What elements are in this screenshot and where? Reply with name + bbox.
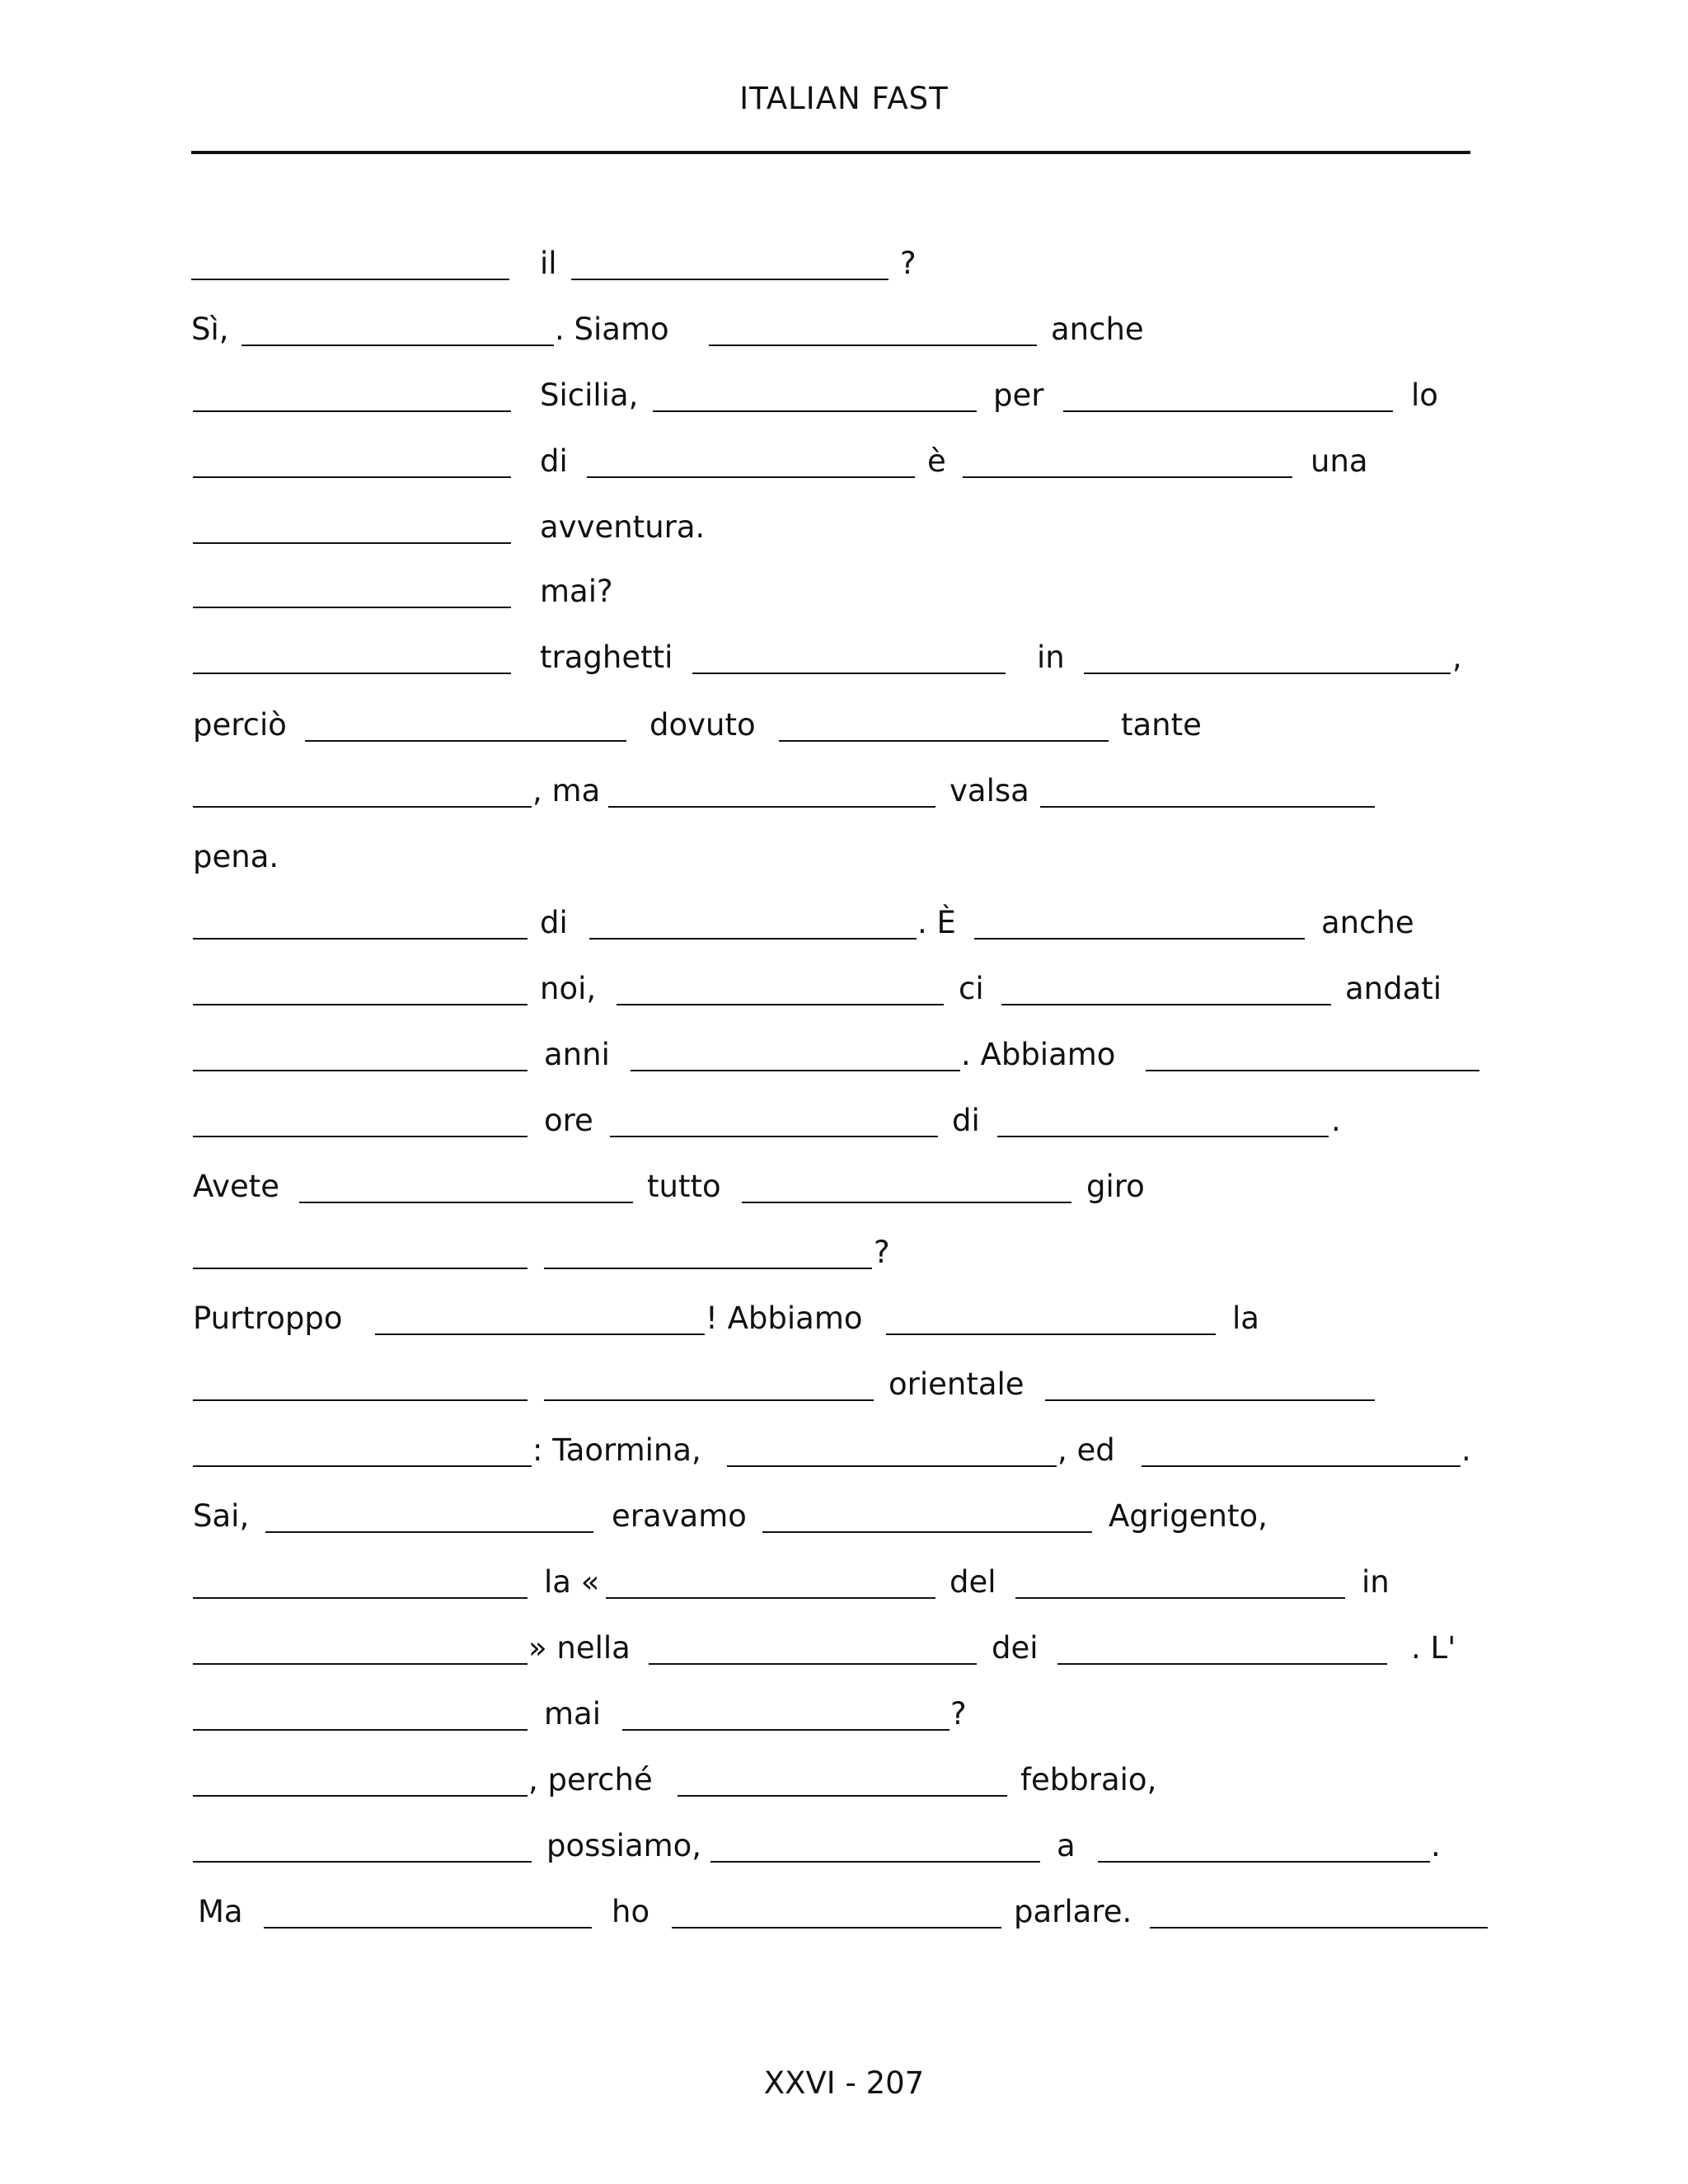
answer-blank[interactable] bbox=[193, 607, 511, 608]
worksheet-line bbox=[0, 1432, 1688, 1472]
answer-blank[interactable] bbox=[571, 279, 889, 280]
answer-blank[interactable] bbox=[1084, 673, 1451, 674]
answer-blank[interactable] bbox=[193, 1070, 528, 1071]
answer-blank[interactable] bbox=[709, 344, 1037, 346]
worksheet-text: andati bbox=[1345, 971, 1442, 1006]
worksheet-text: ? bbox=[874, 1235, 890, 1270]
answer-blank[interactable] bbox=[305, 740, 626, 742]
worksheet-line bbox=[0, 574, 1688, 613]
answer-blank[interactable] bbox=[193, 1465, 532, 1467]
worksheet-line bbox=[0, 1894, 1688, 1933]
worksheet-text: ? bbox=[950, 1696, 967, 1732]
worksheet-text: Sì, bbox=[191, 312, 229, 347]
worksheet-line bbox=[0, 1103, 1688, 1142]
worksheet-text: anni bbox=[544, 1037, 610, 1072]
worksheet-line bbox=[0, 1564, 1688, 1604]
answer-blank[interactable] bbox=[606, 1597, 935, 1599]
worksheet-text: ! Abbiamo bbox=[706, 1301, 863, 1336]
worksheet-line bbox=[0, 1169, 1688, 1208]
answer-blank[interactable] bbox=[974, 938, 1305, 940]
worksheet-text: . È bbox=[917, 905, 956, 940]
answer-blank[interactable] bbox=[710, 1861, 1040, 1863]
answer-blank[interactable] bbox=[193, 542, 511, 544]
worksheet-text: dovuto bbox=[649, 707, 756, 743]
worksheet-line bbox=[0, 640, 1688, 679]
answer-blank[interactable] bbox=[672, 1927, 1001, 1929]
answer-blank[interactable] bbox=[649, 1663, 977, 1665]
worksheet-text: , ed bbox=[1057, 1432, 1115, 1468]
worksheet-text: ho bbox=[612, 1894, 650, 1929]
worksheet-line bbox=[0, 1498, 1688, 1538]
answer-blank[interactable] bbox=[589, 938, 917, 940]
answer-blank[interactable] bbox=[193, 938, 528, 940]
worksheet-line bbox=[0, 246, 1688, 285]
worksheet-text: . Abbiamo bbox=[961, 1037, 1116, 1072]
worksheet-text: eravamo bbox=[612, 1498, 747, 1534]
answer-blank[interactable] bbox=[1063, 410, 1393, 412]
worksheet-text: giro bbox=[1086, 1169, 1145, 1204]
answer-blank[interactable] bbox=[886, 1333, 1216, 1335]
worksheet-text: tutto bbox=[647, 1169, 721, 1204]
answer-blank[interactable] bbox=[375, 1333, 705, 1335]
answer-blank[interactable] bbox=[1057, 1663, 1387, 1665]
worksheet-text: Avete bbox=[193, 1169, 280, 1204]
worksheet-line bbox=[0, 971, 1688, 1010]
answer-blank[interactable] bbox=[193, 1004, 528, 1005]
worksheet-text: valsa bbox=[950, 773, 1029, 808]
worksheet-line bbox=[0, 1630, 1688, 1670]
worksheet-text: anche bbox=[1321, 905, 1414, 940]
worksheet-text: pena. bbox=[193, 839, 279, 874]
worksheet-text: Agrigento, bbox=[1109, 1498, 1268, 1534]
answer-blank[interactable] bbox=[265, 1531, 593, 1533]
worksheet-line bbox=[0, 773, 1688, 813]
worksheet-line bbox=[0, 707, 1688, 747]
worksheet-text: di bbox=[540, 905, 568, 940]
worksheet-text: . Siamo bbox=[555, 312, 669, 347]
worksheet-text: traghetti bbox=[540, 640, 673, 675]
answer-blank[interactable] bbox=[299, 1202, 633, 1203]
worksheet-line bbox=[0, 312, 1688, 351]
worksheet-text: Sicilia, bbox=[540, 377, 639, 413]
worksheet-line bbox=[0, 905, 1688, 944]
answer-blank[interactable] bbox=[1045, 1399, 1375, 1401]
worksheet-line bbox=[0, 1828, 1688, 1868]
worksheet-line bbox=[0, 443, 1688, 483]
answer-blank[interactable] bbox=[1098, 1861, 1430, 1863]
worksheet-text: tante bbox=[1121, 707, 1202, 743]
worksheet-text: è bbox=[927, 443, 946, 479]
answer-blank[interactable] bbox=[631, 1070, 960, 1071]
answer-blank[interactable] bbox=[241, 344, 554, 346]
worksheet-text: a bbox=[1057, 1828, 1076, 1863]
worksheet-text: di bbox=[952, 1103, 980, 1138]
worksheet-text: di bbox=[540, 443, 568, 479]
worksheet-text: : Taormina, bbox=[532, 1432, 701, 1468]
worksheet-text: . bbox=[1431, 1828, 1441, 1863]
answer-blank[interactable] bbox=[617, 1004, 944, 1005]
answer-blank[interactable] bbox=[264, 1927, 592, 1929]
worksheet-text: mai? bbox=[540, 574, 613, 609]
worksheet-text: . bbox=[1461, 1432, 1471, 1468]
answer-blank[interactable] bbox=[1142, 1465, 1461, 1467]
answer-blank[interactable] bbox=[587, 476, 915, 478]
answer-blank[interactable] bbox=[1150, 1927, 1488, 1929]
answer-blank[interactable] bbox=[193, 1597, 528, 1599]
worksheet-text: per bbox=[993, 377, 1044, 413]
answer-blank[interactable] bbox=[653, 410, 977, 412]
worksheet-text: , bbox=[1452, 640, 1462, 675]
worksheet-text: . L' bbox=[1411, 1630, 1456, 1666]
worksheet-text: , ma bbox=[532, 773, 601, 808]
worksheet-line bbox=[0, 509, 1688, 549]
answer-blank[interactable] bbox=[193, 1795, 528, 1797]
worksheet-line bbox=[0, 1301, 1688, 1340]
worksheet-line bbox=[0, 1366, 1688, 1406]
worksheet-text: perciò bbox=[193, 707, 287, 743]
answer-blank[interactable] bbox=[727, 1465, 1057, 1467]
worksheet-text: del bbox=[950, 1564, 996, 1600]
answer-blank[interactable] bbox=[193, 673, 511, 674]
worksheet-text: ci bbox=[959, 971, 984, 1006]
worksheet-text: anche bbox=[1051, 312, 1144, 347]
answer-blank[interactable] bbox=[963, 476, 1292, 478]
answer-blank[interactable] bbox=[193, 476, 511, 478]
worksheet-text: noi, bbox=[540, 971, 597, 1006]
answer-blank[interactable] bbox=[193, 806, 532, 808]
worksheet-text: il bbox=[540, 246, 557, 281]
answer-blank[interactable] bbox=[622, 1729, 950, 1731]
answer-blank[interactable] bbox=[1001, 1004, 1331, 1005]
answer-blank[interactable] bbox=[692, 673, 1006, 674]
answer-blank[interactable] bbox=[193, 1729, 528, 1731]
answer-blank[interactable] bbox=[678, 1795, 1007, 1797]
worksheet-text: la « bbox=[544, 1564, 600, 1600]
worksheet-text: febbraio, bbox=[1020, 1762, 1157, 1797]
answer-blank[interactable] bbox=[610, 1136, 938, 1137]
answer-blank[interactable] bbox=[779, 740, 1109, 742]
answer-blank[interactable] bbox=[608, 806, 935, 808]
answer-blank[interactable] bbox=[742, 1202, 1071, 1203]
worksheet-text: la bbox=[1232, 1301, 1259, 1336]
worksheet-line bbox=[0, 1235, 1688, 1274]
worksheet-text: una bbox=[1311, 443, 1368, 479]
worksheet-text: » nella bbox=[528, 1630, 631, 1666]
answer-blank[interactable] bbox=[762, 1531, 1092, 1533]
answer-blank[interactable] bbox=[193, 1399, 528, 1401]
worksheet-text: mai bbox=[544, 1696, 601, 1732]
page-header-title: ITALIAN FAST bbox=[739, 81, 949, 116]
answer-blank[interactable] bbox=[191, 279, 509, 280]
worksheet-text: lo bbox=[1411, 377, 1438, 413]
answer-blank[interactable] bbox=[193, 410, 511, 412]
worksheet-line bbox=[0, 839, 1688, 879]
worksheet-text: . bbox=[1331, 1103, 1341, 1138]
worksheet-text: Sai, bbox=[193, 1498, 250, 1534]
worksheet-text: Ma bbox=[198, 1894, 243, 1929]
worksheet-text: ore bbox=[544, 1103, 593, 1138]
answer-blank[interactable] bbox=[544, 1399, 874, 1401]
answer-blank[interactable] bbox=[997, 1136, 1329, 1137]
worksheet-text: in bbox=[1362, 1564, 1390, 1600]
page-number: XXVI - 207 bbox=[763, 2065, 925, 2101]
worksheet-line bbox=[0, 1037, 1688, 1076]
answer-blank[interactable] bbox=[193, 1268, 528, 1269]
worksheet-text: dei bbox=[992, 1630, 1039, 1666]
worksheet-text: avventura. bbox=[540, 509, 706, 545]
answer-blank[interactable] bbox=[1015, 1597, 1345, 1599]
worksheet-text: , perché bbox=[528, 1762, 653, 1797]
worksheet-text: orientale bbox=[889, 1366, 1025, 1402]
worksheet-line bbox=[0, 1696, 1688, 1736]
answer-blank[interactable] bbox=[544, 1268, 872, 1269]
worksheet-text: parlare. bbox=[1014, 1894, 1132, 1929]
answer-blank[interactable] bbox=[1040, 806, 1375, 808]
answer-blank[interactable] bbox=[193, 1663, 528, 1665]
worksheet-text: in bbox=[1037, 640, 1065, 675]
answer-blank[interactable] bbox=[193, 1136, 528, 1137]
worksheet-text: ? bbox=[900, 246, 917, 281]
worksheet-text: Purtroppo bbox=[193, 1301, 343, 1336]
worksheet-text: possiamo, bbox=[546, 1828, 702, 1863]
answer-blank[interactable] bbox=[193, 1861, 532, 1863]
worksheet-line bbox=[0, 377, 1688, 417]
worksheet-line bbox=[0, 1762, 1688, 1802]
answer-blank[interactable] bbox=[1146, 1070, 1479, 1071]
